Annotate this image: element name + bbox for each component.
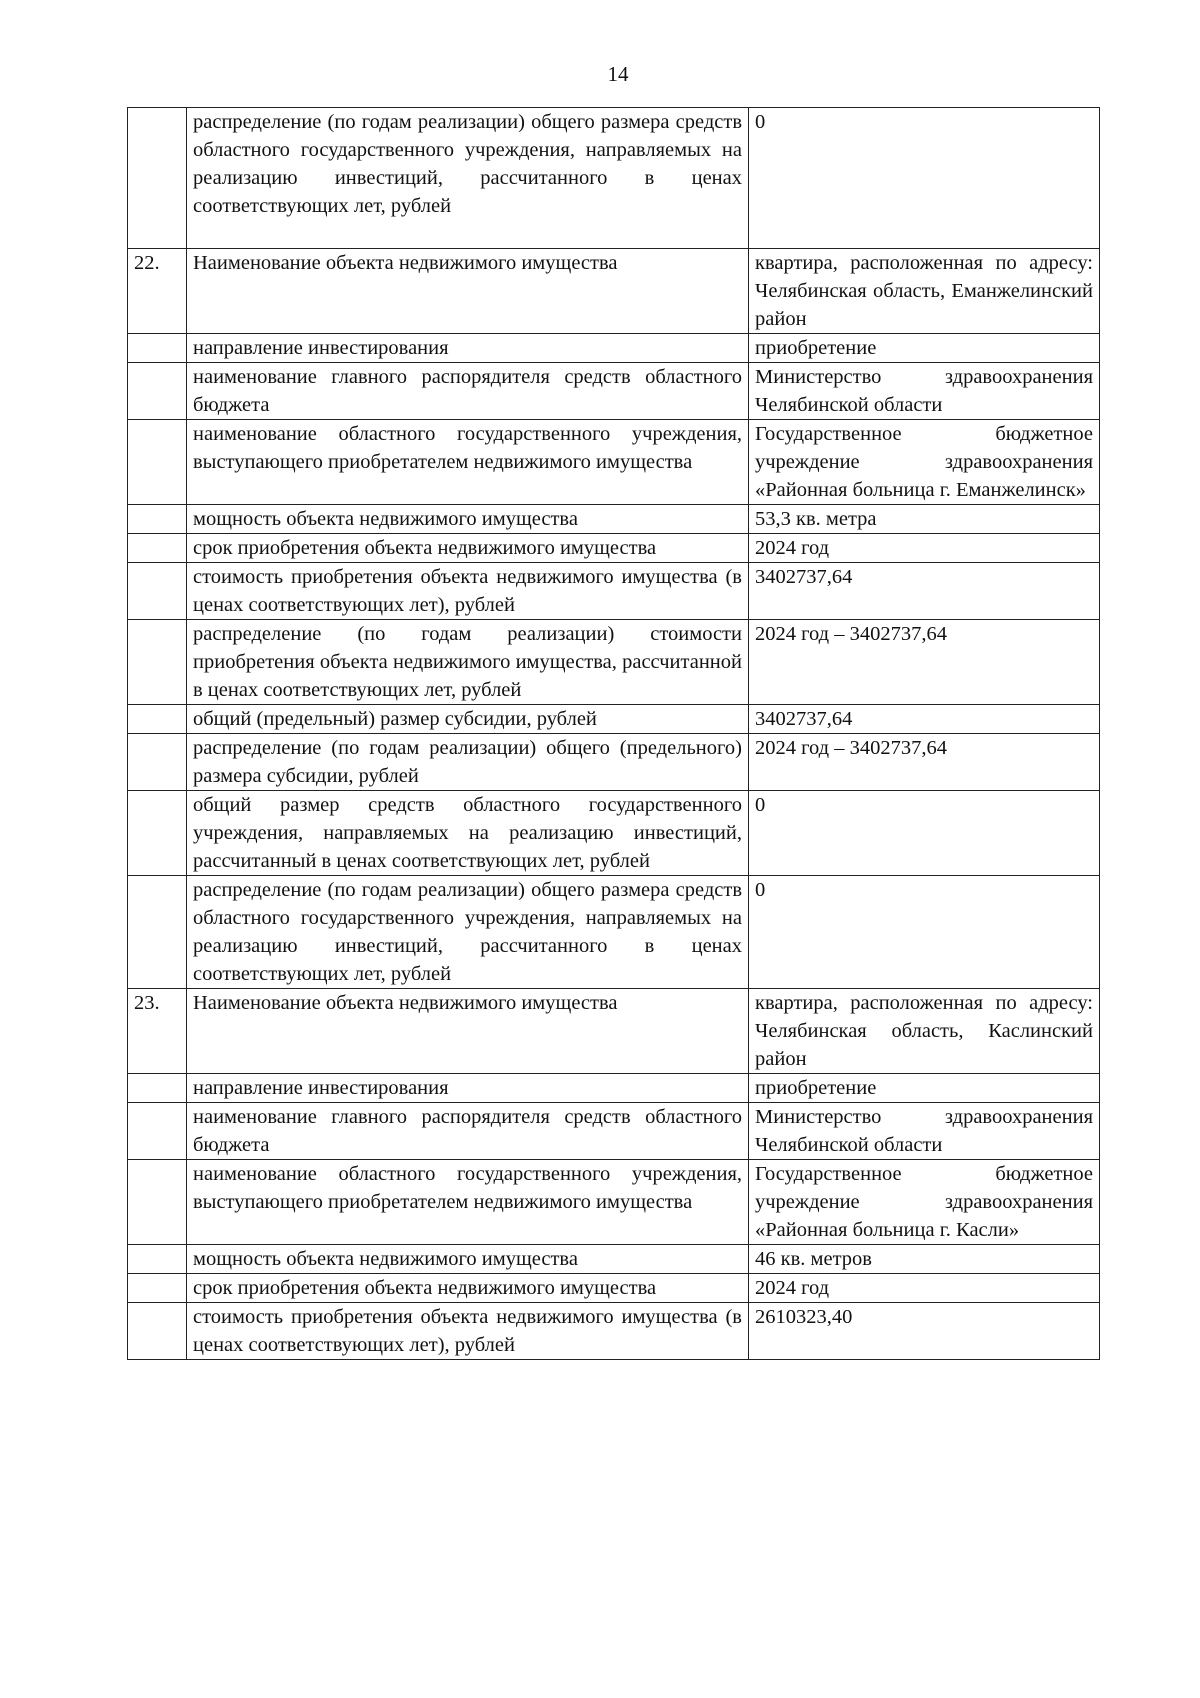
row-label: мощность объекта недвижимого имущества [187,505,749,534]
table-row [128,1103,1100,1160]
row-value: 2610323,40 [749,1303,1100,1360]
row-value: 53,3 кв. метра [749,505,1100,534]
row-value: 3402737,64 [749,705,1100,734]
row-number [128,1103,187,1160]
row-number [128,1303,187,1360]
table-row [128,1074,1100,1103]
table-row [128,876,1100,989]
row-number [128,734,187,791]
row-label: срок приобретения объекта недвижимого имущества [187,1274,749,1303]
row-number [128,620,187,705]
row-label: Наименование объекта недвижимого имущества [187,989,749,1074]
row-label: направление инвестирования [187,1074,749,1103]
row-label: распределение (по годам реализации) общего размера средств областного государственного учреждения, направляемых на реализацию инвестиций, рассчитанного в ценах соответствующих лет, рублей [187,876,749,989]
row-number: 23. [128,989,187,1074]
row-value: 2024 год – 3402737,64 [749,620,1100,705]
row-label: стоимость приобретения объекта недвижимого имущества (в ценах соответствующих лет), рублей [187,1303,749,1360]
row-label: общий (предельный) размер субсидии, рублей [187,705,749,734]
table-row [128,249,1100,334]
row-number [128,1245,187,1274]
row-number [128,876,187,989]
table-row [128,734,1100,791]
row-number [128,705,187,734]
table-row [128,791,1100,876]
row-number [128,334,187,363]
row-number [128,420,187,505]
table-row [128,1303,1100,1360]
row-label: распределение (по годам реализации) стоимости приобретения объекта недвижимого имущества, рассчитанной в ценах соответствующих лет, рублей [187,620,749,705]
row-number [128,1160,187,1245]
row-label: наименование областного государственного учреждения, выступающего приобретателем недвижимого имущества [187,420,749,505]
row-number [128,791,187,876]
row-value: 46 кв. метров [749,1245,1100,1274]
row-value: Министерство здравоохранения Челябинской области [749,1103,1100,1160]
table-row [128,1274,1100,1303]
row-number [128,505,187,534]
row-label: наименование областного государственного учреждения, выступающего приобретателем недвижимого имущества [187,1160,749,1245]
row-label: общий размер средств областного государственного учреждения, направляемых на реализацию инвестиций, рассчитанный в ценах соответствующих лет, рублей [187,791,749,876]
row-label: наименование главного распорядителя средств областного бюджета [187,1103,749,1160]
row-value: 2024 год – 3402737,64 [749,734,1100,791]
investment-table [127,107,1100,1360]
row-label: направление инвестирования [187,334,749,363]
row-label: распределение (по годам реализации) общего (предельного) размера субсидии, рублей [187,734,749,791]
row-label: срок приобретения объекта недвижимого имущества [187,534,749,563]
table-row [128,563,1100,620]
row-value: приобретение [749,1074,1100,1103]
row-label: стоимость приобретения объекта недвижимого имущества (в ценах соответствующих лет), рублей [187,563,749,620]
row-value: Государственное бюджетное учреждение здравоохранения «Районная больница г. Еманжелинск» [749,420,1100,505]
row-number [128,563,187,620]
row-value: квартира, расположенная по адресу: Челябинская область, Еманжелинский район [749,249,1100,334]
row-label: распределение (по годам реализации) общего размера средств областного государственного учреждения, направляемых на реализацию инвестиций, рассчитанного в ценах соответствующих лет, рублей [187,108,749,249]
row-value: 0 [749,108,1100,249]
table-row [128,1245,1100,1274]
table-row [128,534,1100,563]
table-row [128,705,1100,734]
row-number [128,534,187,563]
row-value: квартира, расположенная по адресу: Челябинская область, Каслинский район [749,989,1100,1074]
row-value: приобретение [749,334,1100,363]
table-row [128,620,1100,705]
row-label: наименование главного распорядителя средств областного бюджета [187,363,749,420]
row-label: Наименование объекта недвижимого имущества [187,249,749,334]
row-value: 2024 год [749,1274,1100,1303]
row-number [128,108,187,249]
table-row [128,334,1100,363]
row-number: 22. [128,249,187,334]
row-number [128,1274,187,1303]
table-row [128,108,1100,249]
row-value: 3402737,64 [749,563,1100,620]
page-number: 14 [607,62,629,86]
row-number [128,363,187,420]
row-value: 2024 год [749,534,1100,563]
table-row [128,505,1100,534]
table-row [128,1160,1100,1245]
table-row [128,420,1100,505]
table-row [128,363,1100,420]
table-row [128,989,1100,1074]
row-value: 0 [749,876,1100,989]
row-value: Министерство здравоохранения Челябинской области [749,363,1100,420]
row-number [128,1074,187,1103]
row-label: мощность объекта недвижимого имущества [187,1245,749,1274]
row-value: Государственное бюджетное учреждение здравоохранения «Районная больница г. Касли» [749,1160,1100,1245]
row-value: 0 [749,791,1100,876]
